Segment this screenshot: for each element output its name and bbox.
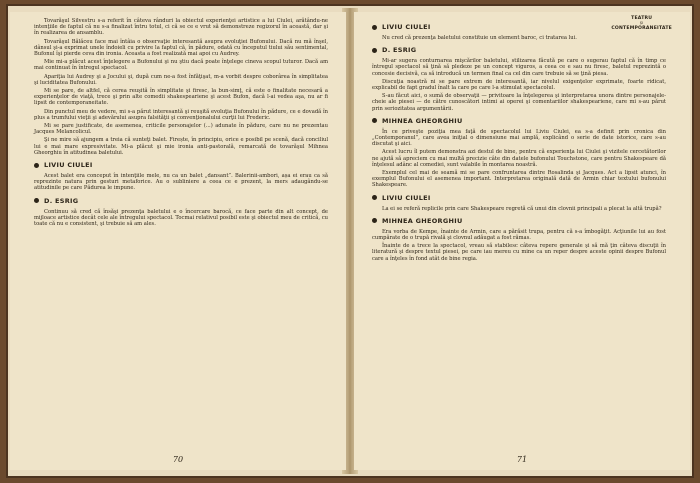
paragraph: La ei se referă replicile prin care Shakespeare regretă că unui din clovnii principali a plecat la altă trupă? [382,205,662,212]
speaker-heading [372,46,666,54]
speaker-heading [372,117,666,125]
right-column [372,18,666,264]
running-head-line: ŞI [639,21,644,26]
speaker-name: D. ESRIG [44,196,79,205]
speaker-name: LIVIU CIULEI [44,161,93,170]
bullet-icon [34,198,39,203]
open-book [6,4,694,478]
running-head-line: CONTEMPORANEITATE [611,26,672,32]
speaker-heading [34,197,328,205]
page-number: 71 [516,455,528,464]
paragraph: În ce priveşte poziţia mea faţă de spectacolul lui Liviu Ciulei, ea s-a definit prin cronica din „Contemporanul”, care avea iniţial o dimensiune mai amplă, explicând o serie de date istorice, care s-au discutat şi aici. [372,128,666,148]
paragraph: Mi se pare, de altfel, că cerea reuşită în simplitate şi firesc, la bun-simţ, că este o finalitate necesară a experienţelor de viaţă, trece şi prin alte comedii shakespeariene şi acest Bufon, dacă l-ai vedea aşa, nu ar fi lipsit de contemporaneitate. [34,88,328,107]
paragraph: Mie mi-a plăcut acest înţelegere a Bufonului şi nu ştiu dacă poate înţelege cineva scopul tuturor. Dacă am mai continuat în întregul spectacol. [34,59,328,72]
paragraph: Mi-ar sugera conturnarea mişcărilor baletului, stilizarea făcută pe care o sugerau faptul că în timp ce întregul spectacol să ţină să pledeze pe un concept viguros, a ceea ce e sau nu firesc, baletul reprezintă o concesie decisivă, ca să introducă un termen final ca cel din care trebuie să se ţină piesa. [372,58,666,77]
paragraph: Tovarăşul Silvestru s-a referit în câteva rânduri la obiectul experienţei artistice a lui Ciulei, arătându-ne intenţiile de faptul că nu s-a finalizat întru totul, ci că se ce e vrut să demonstreze regizorul în această, dar şi în realizarea de ansamblu. [34,18,328,37]
paragraph: Exemplul cel mai de seamă mi se pare confruntarea dintre Rosalinda şi Jacques. Act a lipsit atunci, în exemplul Bufonului el asemenea important. Interpretarea originală dată de Armin chiar textului bufonului Shakespeare. [372,170,666,189]
left-page [10,12,346,470]
running-head-line: TEATRU [631,16,653,21]
speaker-name: LIVIU CIULEI [382,193,431,202]
bullet-icon [372,218,377,223]
paragraph: Mi se pare justificate, de asemenea, criticile personajelor (...) adunate în pădure, care nu ne prezentau Jacques Melancolicul. [34,123,328,136]
speaker-name: D. ESRIG [382,46,417,55]
bullet-icon [372,25,377,30]
speaker-heading [372,23,666,31]
bullet-icon [372,195,377,200]
speaker-heading [372,217,666,225]
paragraph: Discuţia noastră ni se pare extrem de interesantă, iar nivelul exigenţelor exprimate, foarte ridicat, explicabil de fapt gradul înalt la care pe care l-a stimulat spectacolul. [372,78,666,92]
right-page [354,12,690,470]
speaker-name: MIHNEA GHEORGHIU [382,216,463,225]
speaker-name: MIHNEA GHEORGHIU [382,116,463,125]
paragraph: Înainte de a trece la spectacol, vreau să stabilesc câteva repere generale şi să mă ţin câteva discuţii în literatură şi despre textul piesei, pe care iau mereu cu mine ca un reper despre aceste opinii despre Bufonul care a înţeles în fond atât de bine regia. [372,243,666,262]
paragraph: S-au făcut aici, o sumă de observaţii — privitoare la înţelegerea şi interpretarea unora dintre personajele-cheie ale piesei — de către cunoscători intimi ai operei şi comentariilor shakespeariene, care mi s-au părut prin seriozitatea argumentării. [372,93,666,112]
speaker-name: LIVIU CIULEI [382,23,431,31]
bullet-icon [372,118,377,123]
paragraph: Din punctul meu de vedere, mi s-a părut interesantă şi reuşită evoluţia Bufonului în pădure, ce e dovadă în plus a trumfului vieţii şi adevărului asupra falsităţii şi convenţionalului curţii lui Frederic. [34,108,328,121]
bullet-icon [34,163,39,168]
left-column [34,18,328,229]
paragraph: Era vorba de Kempe, înainte de Armin, care a părăsit trupa, pentru că s-a îmbogăţit. Acţiunile lui au fost cumpărate de o trupă rivală şi clovnul adăugat a fost rămas. [372,228,666,242]
paragraph: Acest balet era conceput în intenţiile mele, nu ca un balet „dansant”. Balerinii-ambori, așa ei erau ca să reprezinte natura prin gesturi metaforice. Au o subliniere a ceea ce e prezent, la mers adaugându-se atitudinile pe care Pădurea le impune. [34,173,328,192]
paragraph: Apariţia lui Audrey şi a Jocului şi, după cum ne-a fost înfăţişat, m-a vorbit despre coborârea în simplitatea şi luciditatea Bufonului. [34,73,328,86]
paragraph: Tovarăşul Bălăceu face mai întâia o observaţie interesantă asupra evoluţiei Bufonului. Dacă nu mă înşel, dânsul şi-a exprimat unele îndoieli cu privire la faptul că, în pădure, odată cu începutul tiului său sentimental, Bufonul îşi pierde ceva din ironia. Aceasta a fost realizată mai apoi cu Audrey. [34,38,328,58]
page-number: 70 [172,455,184,464]
paragraph: Acest lucru îl putem demonstra azi destul de bine, pentru că experienţa lui Ciulei şi vizitele cercetătorilor ne ajută să apreciem cu mai multă precizie câte din datele bufonului Touchstone, care pentru Shakespeare dă înţelesul adânc al comediei, sunt valabile în montarea noastră. [372,149,666,168]
speaker-heading [372,194,666,202]
speaker-heading [34,161,328,169]
paragraph: Şi ne mire să ajungem a treia că sunteţi balet. Firește, în principiu, orice e posibil pe scenă, dacă conciliul lui e mai mare expresivitate. Mi-a plăcut şi mie ironia anti-pastorală, remarcată de tovarăşul Mihnea Gheorghiu în atitudinea baletului. [34,137,328,156]
paragraph: Nu cred că prezenţa baletului constituie un element baroc, ci tratarea lui. [382,35,577,41]
bullet-icon [372,48,377,53]
paragraph: Continuu să cred că însăşi prezenţa baletului e o încercare barocă, ce face parte din alt concept, de mijloace artistice decât cele ale întregului spectacol. Tocmai relativul posibil este şi obiectul meu de critică, cu toate că nu e consistent, şi trebuie să am ales. [34,208,328,228]
